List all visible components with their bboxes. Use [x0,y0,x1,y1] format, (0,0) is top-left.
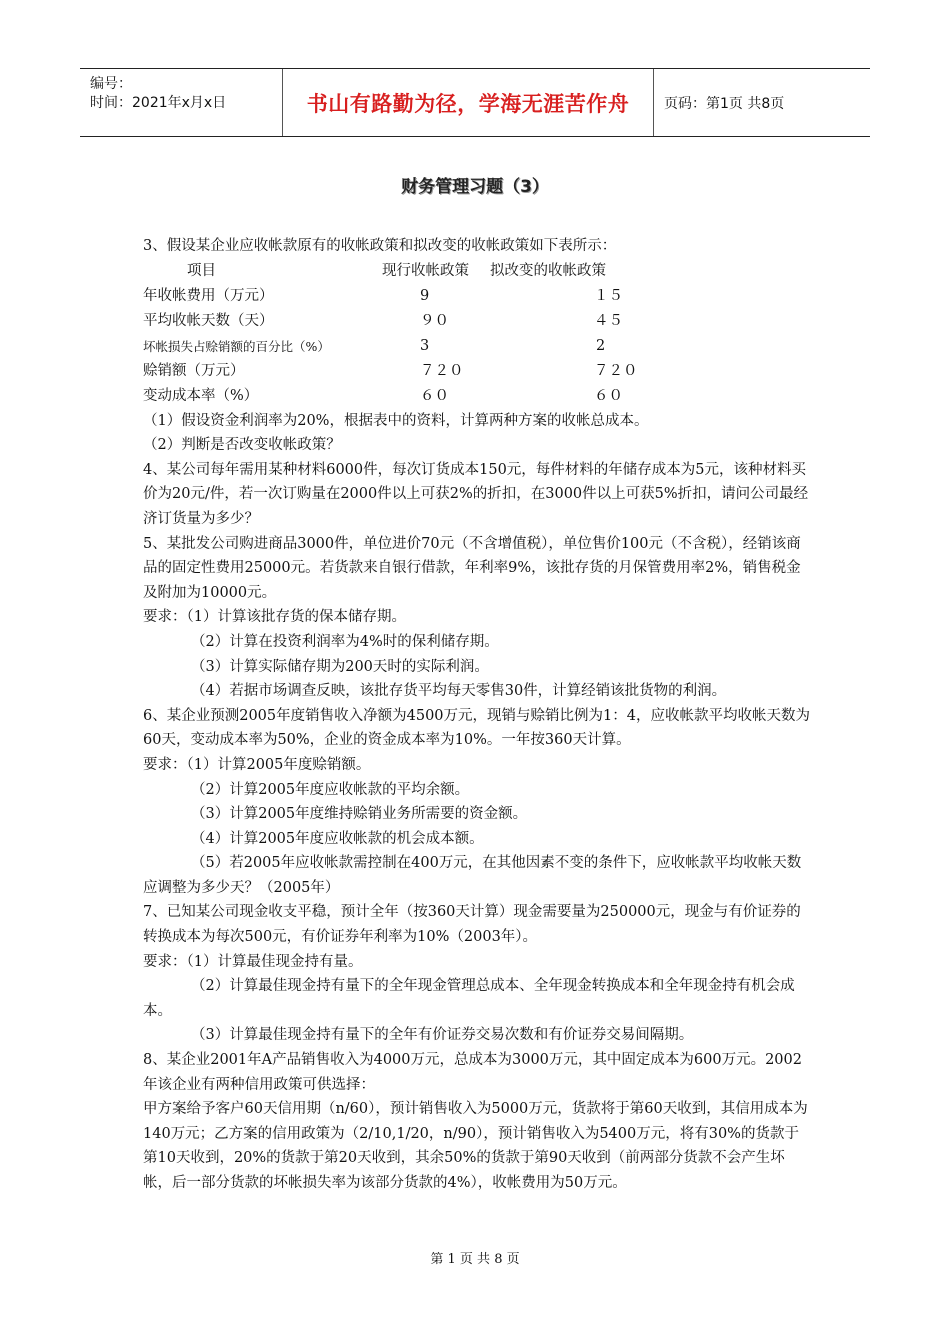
table-cell: ９０ [420,312,449,329]
q8-body: 甲方案给予客户60天信用期（n/60），预计销售收入为5000万元，货款将于第60天收到，其信用成本为140万元；乙方案的信用政策为（2/10,1/20，n/90），预计销售收入为5400万元，将有30%的货款于第10天收到，20%的货款于第20天收到，其余50%的货款于第90天收到（前两部分货款不会产生坏帐，后一部分货款的坏帐损失率为该部分货款的4%），收帐费用为50万元。 [143,1101,808,1191]
q6-req4: （4）计算2005年度应收帐款的机会成本额。 [191,830,484,847]
q5-intro: 5、某批发公司购进商品3000件，单位进价70元（不含增值税），单位售价100元（不含税），经销该商品的固定性费用25000元。若货款来自银行借款，年利率9%，该批存货的月保管费用率2%，销售税金及附加为10000元。 [143,535,801,601]
date-label: 时间：2021年x月x日 [90,95,227,111]
table-row [143,284,813,309]
table-cell: ７２０ [594,362,638,379]
q5-req4: （4）若据市场调查反映，该批存货平均每天零售30件，计算经销该批货物的利润。 [191,683,727,700]
table-header-row [143,259,813,284]
table-cell: 2 [596,337,606,354]
table-cell: 3 [420,337,430,354]
code-label: 编号： [90,76,132,92]
table-row [143,309,813,334]
q3-sub1: （1）假设资金利润率为20%，根据表中的资料，计算两种方案的收帐总成本。 [143,412,649,429]
page-footer: 第 1 页 共 8 页 [430,1252,520,1267]
table-row [143,334,813,359]
table-cell: ７２０ [420,362,464,379]
motto: 书山有路勤为径，学海无涯苦作舟 [306,91,630,116]
q3-sub2: （2）判断是否改变收帐政策？ [143,437,341,454]
document-body [143,234,813,1196]
header-meta [80,69,283,136]
q5-req3: （3）计算实际储存期为200天时的实际利润。 [191,658,489,675]
page-info: 页码：第1页 共8页 [664,95,785,112]
page-header [80,68,870,137]
q5-req1: 要求：（1）计算该批存货的保本储存期。 [143,609,406,626]
q6-req5: （5）若2005年应收帐款需控制在400万元，在其他因素不变的条件下，应收帐款平均收帐天数应调整为多少天？（2005年） [143,855,802,896]
table-cell: 赊销额（万元） [143,362,245,379]
table-header-cell: 项目 [187,262,216,279]
table-cell: ４５ [594,312,623,329]
q6-req2: （2）计算2005年度应收帐款的平均余额。 [191,781,470,798]
table-cell: 坏帐损失占赊销额的百分比（%） [143,338,330,354]
table-cell: ６０ [420,387,449,404]
q6-intro: 6、某企业预测2005年度销售收入净额为4500万元，现销与赊销比例为1：4，应收帐款平均收帐天数为60天，变动成本率为50%，企业的资金成本率为10%。一年按360天计算。 [143,707,810,749]
q6-req1: 要求：（1）计算2005年度赊销额。 [143,756,371,773]
header-motto-cell [283,69,654,136]
table-header-cell: 现行收帐政策 [382,262,469,279]
table-cell: ６０ [594,387,623,404]
q7-req1: 要求：（1）计算最佳现金持有量。 [143,953,363,970]
q3-intro: 3、假设某企业应收帐款原有的收帐政策和拟改变的收帐政策如下表所示： [143,238,617,254]
q7-req2: （2）计算最佳现金持有量下的全年现金管理总成本、全年现金转换成本和全年现金持有机会成本。 [143,978,795,1019]
q3-table [143,259,813,409]
table-cell: 变动成本率（%） [143,387,259,404]
q4-text: 4、某公司每年需用某种材料6000件，每次订货成本150元，每件材料的年储存成本为5元，该种材料买价为20元/件，若一次订购量在2000件以上可获2%的折扣，在3000件以上可获5%折扣，请问公司最经济订货量为多少？ [143,461,809,527]
q8-intro: 8、某企业2001年A产品销售收入为4000万元，总成本为3000万元，其中固定成本为600万元。2002年该企业有两种信用政策可供选择： [143,1052,802,1093]
header-page-info-cell [654,69,870,136]
q7-intro: 7、已知某公司现金收支平稳，预计全年（按360天计算）现金需要量为250000元，现金与有价证券的转换成本为每次500元，有价证券年利率为10%（2003年）。 [143,904,801,946]
table-cell: 平均收帐天数（天） [143,312,274,329]
q6-req3: （3）计算2005年度维持赊销业务所需要的资金额。 [191,806,528,823]
table-header-cell: 拟改变的收帐政策 [490,262,606,279]
table-cell: １５ [594,287,623,304]
table-row [143,359,813,384]
document-title: 财务管理习题（3） [401,177,549,197]
q7-req3: （3）计算最佳现金持有量下的全年有价证券交易次数和有价证券交易间隔期。 [191,1027,694,1044]
table-cell: 9 [420,287,430,304]
table-cell: 年收帐费用（万元） [143,287,274,304]
q5-req2: （2）计算在投资利润率为4%时的保利储存期。 [191,633,499,650]
table-row [143,384,813,409]
